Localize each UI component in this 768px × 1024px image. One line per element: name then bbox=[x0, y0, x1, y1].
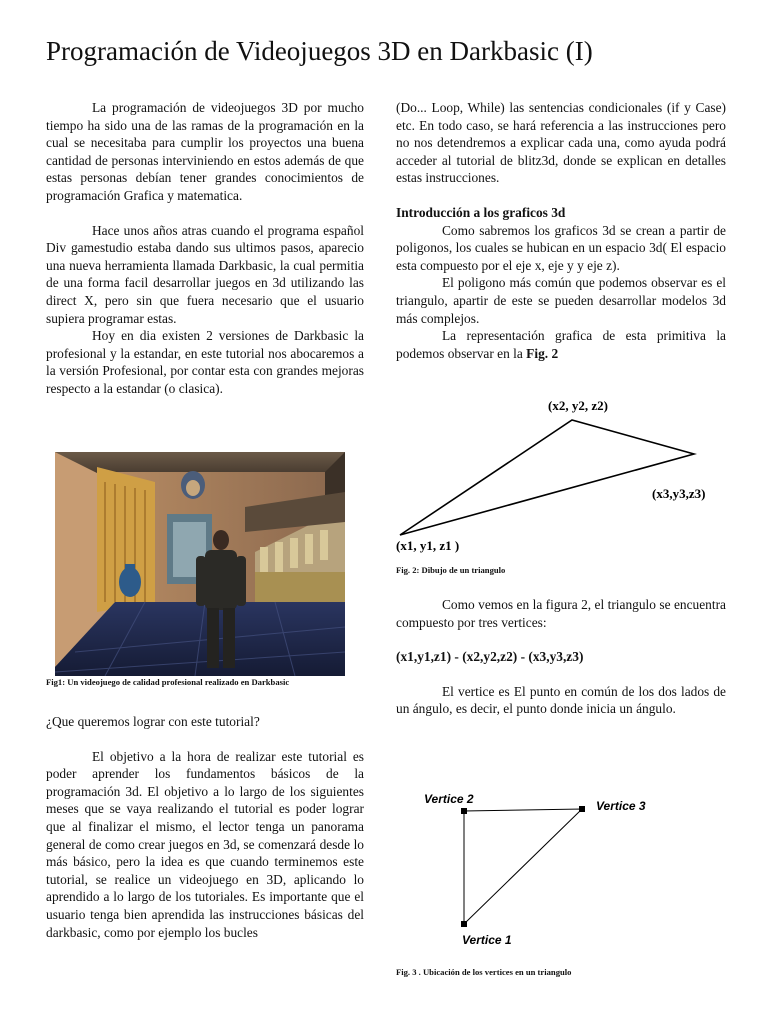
fig1-game-screenshot bbox=[55, 452, 345, 676]
vertex-3-marker bbox=[579, 806, 585, 812]
right-paragraph-1: (Do... Loop, While) las sentencias condicionales (if y Case) etc. En todo caso, se hará referencia a las instrucciones pero no nos detendremos a explicar cada una, como ayuda podrá acceder al tutorial de blitz3d, donde se explican en detalles estas instrucciones. bbox=[396, 100, 726, 186]
fig3-label-v2: Vertice 2 bbox=[424, 792, 474, 806]
vertices-line: (x1,y1,z1) - (x2,y2,z2) - (x3,y3,z3) bbox=[396, 649, 584, 665]
fig2-label-right: (x3,y3,z3) bbox=[652, 486, 706, 501]
left-paragraph-2: Hace unos años atras cuando el programa español Div gamestudio estaba dando sus ultimos pasos, aparecio una nueva herramienta llamada Darkbasic, la cual permitia de una forma facil desarrollar juegos en 3d utilizando las direct X, pero sin que fuera necesario que el usuario supiera programar estas. bbox=[46, 222, 364, 326]
vertex-2-marker bbox=[461, 808, 467, 814]
fig3-label-v3: Vertice 3 bbox=[596, 799, 646, 813]
fig3-caption: Fig. 3 . Ubicación de los vertices en un triangulo bbox=[396, 967, 572, 977]
page-title: Programación de Videojuegos 3D en Darkbasic (I) bbox=[46, 36, 593, 66]
fig2-label-bottom: (x1, y1, z1 ) bbox=[396, 538, 460, 553]
fig2-reference: Fig. 2 bbox=[526, 345, 559, 361]
right-paragraph-5: Como vemos en la figura 2, el triangulo se encuentra compuesto por tres vertices: bbox=[396, 597, 726, 630]
right-column-middle bbox=[396, 596, 726, 718]
fig3-label-v1: Vertice 1 bbox=[462, 933, 512, 947]
triangle-shape bbox=[400, 420, 694, 535]
vertices-triangle bbox=[464, 809, 582, 924]
left-paragraph-4: El objetivo a la hora de realizar este tutorial es poder aprender los fundamentos básicos de la programación 3d. El objetivo a lo largo de los siguientes meses que se vaya realizando el tutorial es poder lograr que al finalizar el mismo, el lector tenga un panorama general de como crear juegos en 3d, se comenzará desde lo más básico, pero la idea es que cuando terminemos este tutorial, se realice un videojuego en 3D, aplicando lo aprendido a lo largo de los tutoriales. Es importante que el usuario tenga bien aprendida las instrucciones básicas del darkbasic, como por ejemplo los bucles bbox=[46, 748, 364, 940]
right-paragraph-3: El poligono más común que podemos observar es el triangulo, apartir de este se pueden desarrollar modelos 3d más complejos. bbox=[396, 275, 726, 326]
left-column-bottom bbox=[46, 713, 364, 941]
left-paragraph-3: Hoy en dia existen 2 versiones de Darkbasic la profesional y la estandar, en este tutorial nos abocaremos a la versión Profesional, por contar esta con grandes mejoras respecto a la estandar (o clasica). bbox=[46, 328, 364, 396]
left-paragraph-1: La programación de videojuegos 3D por mucho tiempo ha sido una de las ramas de la programación en la cual se necesitaba para cumplir los proyectos una buena cantidad de personas interviniendo en estos además de que estas personas debían tener grandes conocimientos de programación Grafica y matematica. bbox=[46, 100, 364, 203]
fig2-caption: Fig. 2: Dibujo de un triangulo bbox=[396, 565, 506, 575]
section-heading: Introducción a los graficos 3d bbox=[396, 204, 566, 220]
left-column bbox=[46, 99, 364, 398]
fig2-triangle-diagram bbox=[390, 392, 730, 562]
right-column bbox=[396, 99, 726, 362]
vertex-1-marker bbox=[461, 921, 467, 927]
fig3-vertices-diagram bbox=[420, 788, 670, 950]
right-paragraph-4 bbox=[396, 327, 726, 362]
section-question: ¿Que queremos lograr con este tutorial? bbox=[46, 714, 260, 729]
fig2-label-top: (x2, y2, z2) bbox=[548, 398, 608, 413]
right-paragraph-2: Como sabremos los graficos 3d se crean a partir de poligonos, los cuales se hubican en un espacio 3d( El espacio esta compuesto por el eje x, eje y y eje z). bbox=[396, 222, 726, 273]
right-paragraph-6: El vertice es El punto en común de los dos lados de un ángulo, es decir, el punto donde inicia un ángulo. bbox=[396, 683, 726, 717]
fig1-caption: Fig1: Un videojuego de calidad profesional realizado en Darkbasic bbox=[46, 677, 290, 687]
fig2-reference-text: La representación grafica de esta primitiva la podemos observar en la bbox=[396, 328, 726, 361]
